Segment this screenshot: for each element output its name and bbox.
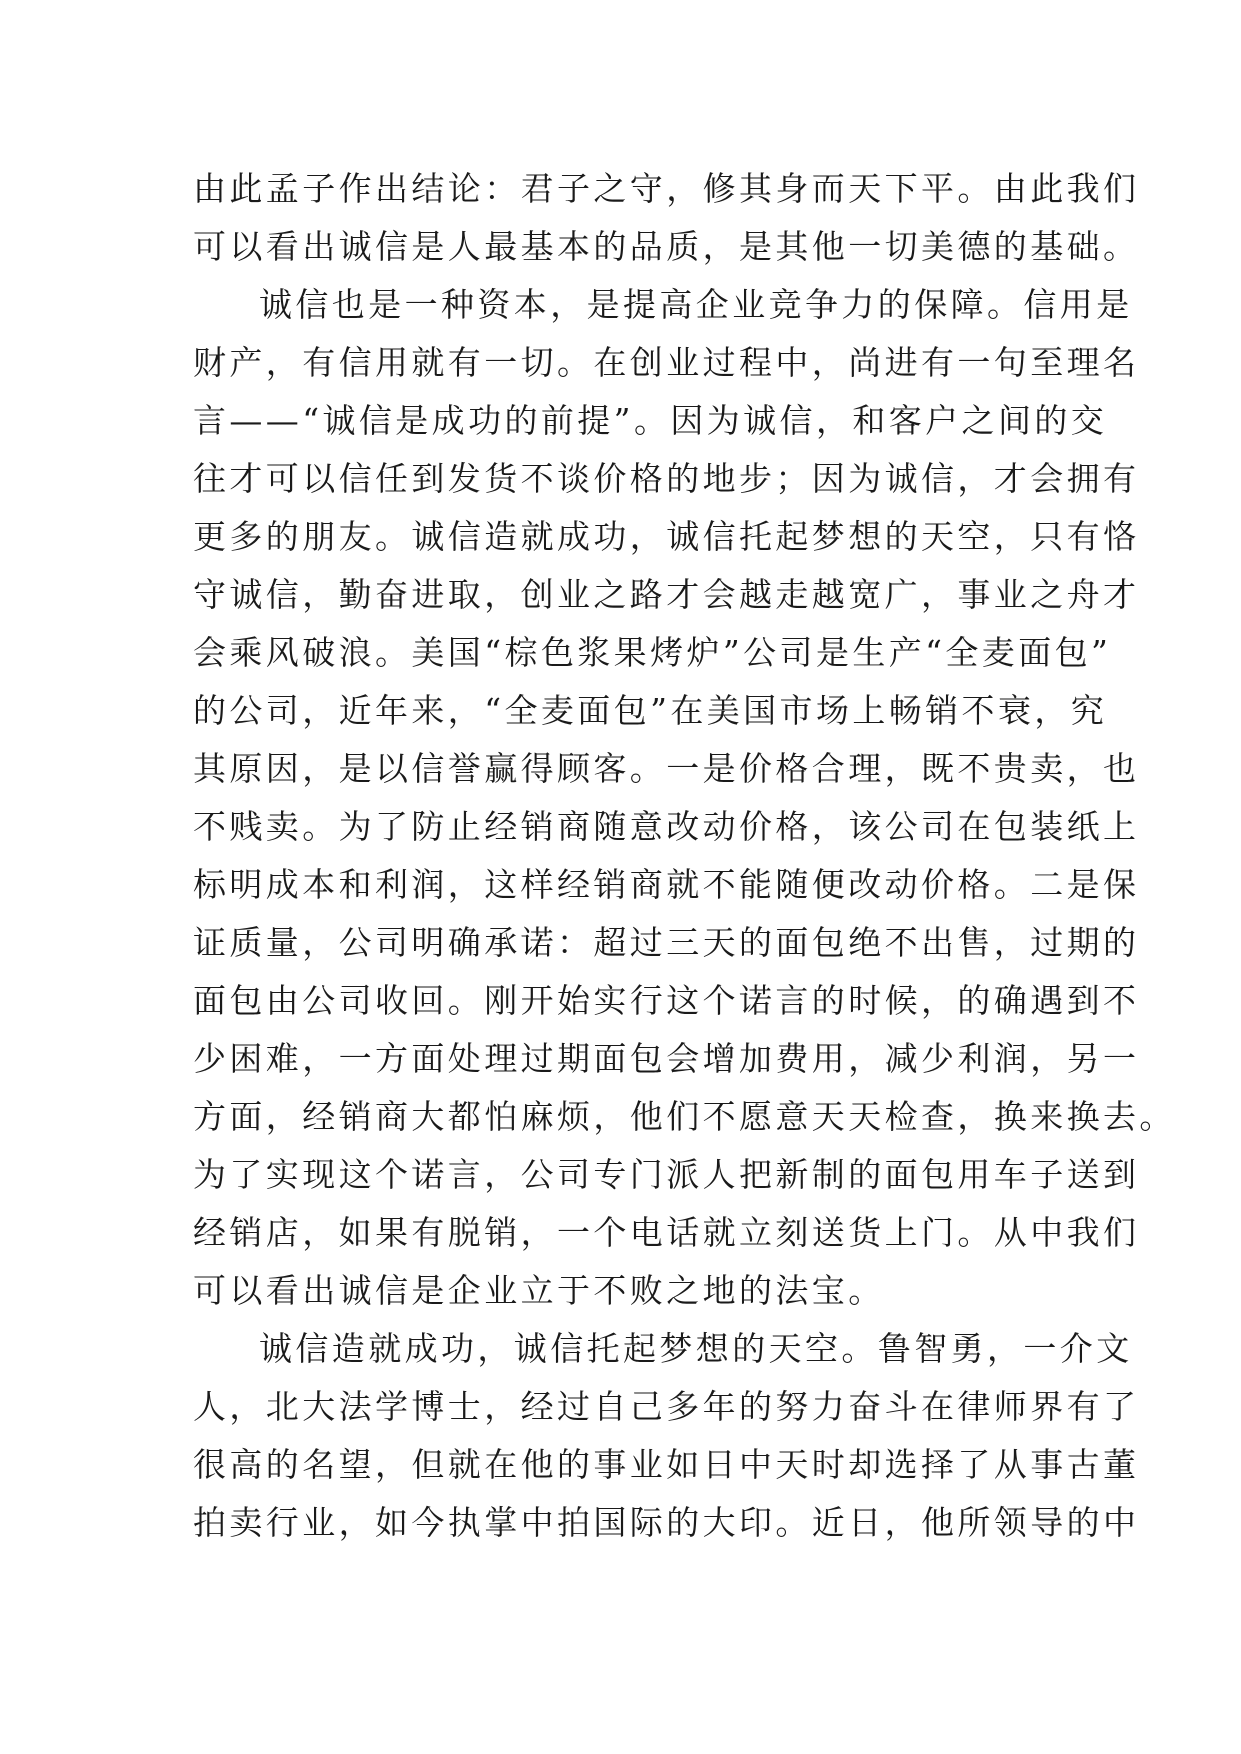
text-line: 可以看出诚信是企业立于不败之地的法宝。 bbox=[193, 1271, 885, 1310]
text-line: 很高的名望，但就在他的事业如日中天时却选择了从事古董 bbox=[193, 1445, 1140, 1484]
text-line: 的公司，近年来，“全麦面包”在美国市场上畅销不衰，究 bbox=[193, 691, 1108, 730]
text-line: 标明成本和利润，这样经销商就不能随便改动价格。二是保 bbox=[193, 865, 1140, 904]
text-line: 不贱卖。为了防止经销商随意改动价格，该公司在包装纸上 bbox=[193, 807, 1140, 846]
text-line: 经销店，如果有脱销，一个电话就立刻送货上门。从中我们 bbox=[193, 1213, 1140, 1252]
text-line: 其原因，是以信誉赢得顾客。一是价格合理，既不贵卖，也 bbox=[193, 749, 1140, 788]
text-line: 少困难，一方面处理过期面包会增加费用，减少利润，另一 bbox=[193, 1039, 1140, 1078]
text-line: 财产，有信用就有一切。在创业过程中，尚进有一句至理名 bbox=[193, 343, 1140, 382]
text-line: 证质量，公司明确承诺：超过三天的面包绝不出售，过期的 bbox=[193, 923, 1140, 962]
text-line: 往才可以信任到发货不谈价格的地步；因为诚信，才会拥有 bbox=[193, 459, 1140, 498]
text-line: 言——“诚信是成功的前提”。因为诚信，和客户之间的交 bbox=[193, 401, 1108, 440]
text-line: 更多的朋友。诚信造就成功，诚信托起梦想的天空，只有恪 bbox=[193, 517, 1140, 556]
text-line: 面包由公司收回。刚开始实行这个诺言的时候，的确遇到不 bbox=[193, 981, 1140, 1020]
text-line: 方面，经销商大都怕麻烦，他们不愿意天天检查，换来换去。 bbox=[193, 1097, 1176, 1136]
text-line: 由此孟子作出结论：君子之守，修其身而天下平。由此我们 bbox=[193, 169, 1140, 208]
text-line: 人，北大法学博士，经过自己多年的努力奋斗在律师界有了 bbox=[193, 1387, 1140, 1426]
text-line: 会乘风破浪。美国“棕色浆果烤炉”公司是生产“全麦面包” bbox=[193, 633, 1112, 672]
text-line: 守诚信，勤奋进取，创业之路才会越走越宽广，事业之舟才 bbox=[193, 575, 1140, 614]
text-line: 可以看出诚信是人最基本的品质，是其他一切美德的基础。 bbox=[193, 227, 1140, 266]
text-line: 拍卖行业，如今执掌中拍国际的大印。近日，他所领导的中 bbox=[193, 1503, 1140, 1542]
paragraph-first-line: 诚信也是一种资本，是提高企业竞争力的保障。信用是 bbox=[259, 285, 1133, 324]
text-line: 为了实现这个诺言，公司专门派人把新制的面包用车子送到 bbox=[193, 1155, 1140, 1194]
paragraph-first-line: 诚信造就成功，诚信托起梦想的天空。鲁智勇，一介文 bbox=[259, 1329, 1133, 1368]
document-body bbox=[193, 160, 1176, 1552]
